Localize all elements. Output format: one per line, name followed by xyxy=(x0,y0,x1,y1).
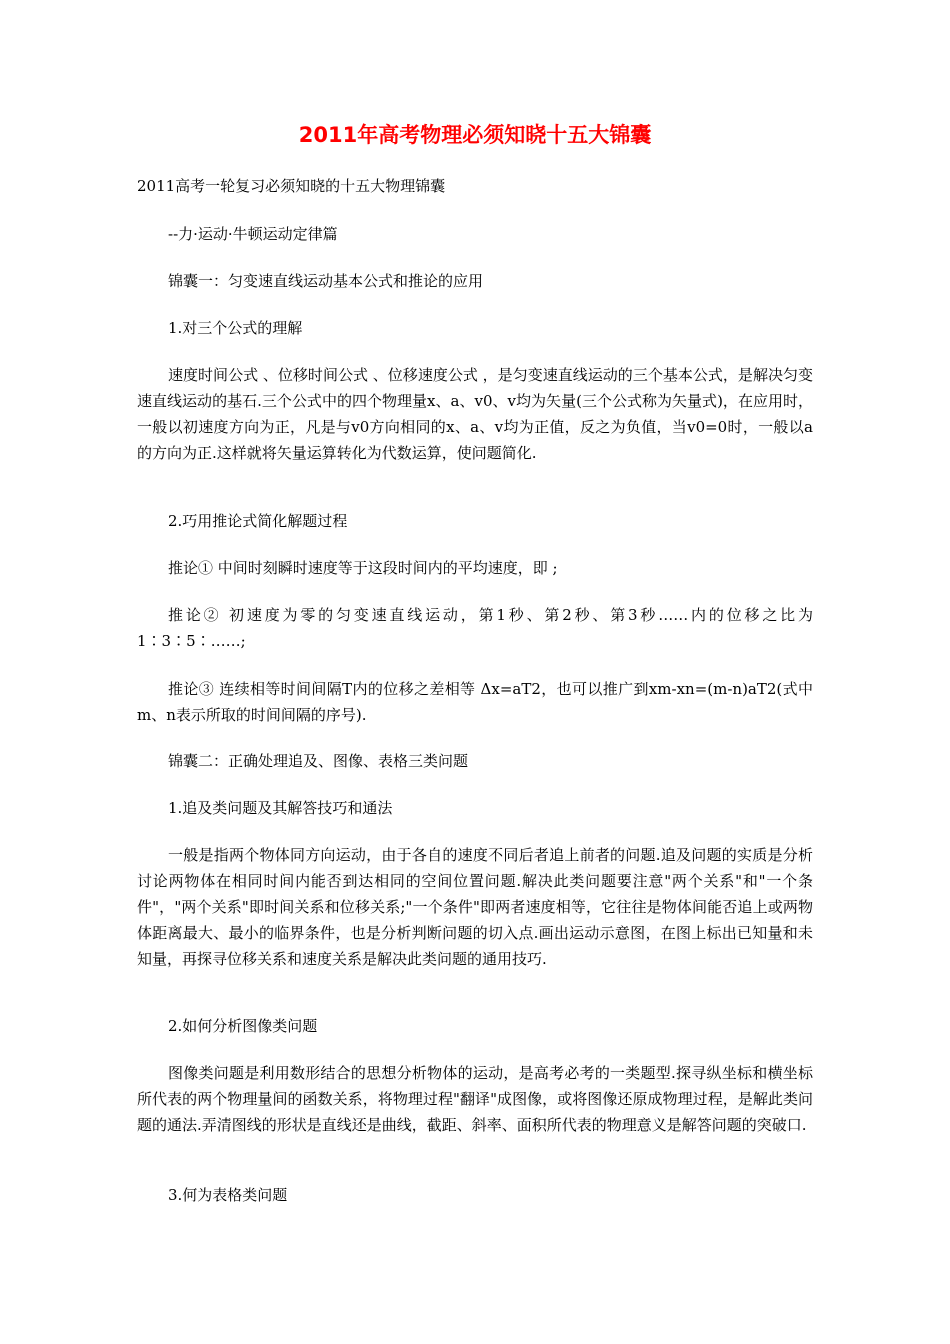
item-heading: 2.巧用推论式简化解题过程 xyxy=(168,512,348,530)
section-heading: 锦囊二：正确处理追及、图像、表格三类问题 xyxy=(168,752,469,770)
item-heading: 3.何为表格类问题 xyxy=(168,1186,288,1204)
item-heading: 1.对三个公式的理解 xyxy=(168,319,303,337)
section-subheading: --力·运动·牛顿运动定律篇 xyxy=(168,225,338,243)
body-paragraph: 推论③ 连续相等时间间隔T内的位移之差相等 Δx=aT2，也可以推广到xm-xn=(m-n)aT2(式中m、n表示所取的时间间隔的序号). xyxy=(137,680,813,724)
body-paragraph: 图像类问题是利用数形结合的思想分析物体的运动，是高考必考的一类题型.探寻纵坐标和横坐标所代表的两个物理量间的函数关系，将物理过程"翻译"成图像，或将图像还原成物理过程，是解此类问题的通法.弄清图线的形状是直线还是曲线，截距、斜率、面积所代表的物理意义是解答问题的突破口. xyxy=(137,1064,813,1134)
body-paragraph: 速度时间公式 、位移时间公式 、位移速度公式 ，是匀变速直线运动的三个基本公式，是解决匀变速直线运动的基石.三个公式中的四个物理量x、a、v0、v均为矢量(三个公式称为矢量式)，在应用时，一般以初速度方向为正，凡是与v0方向相同的x、a、v均为正值，反之为负值，当v0=0时，一般以a的方向为正.这样就将矢量运算转化为代数运算，使问题简化. xyxy=(137,366,813,462)
document-title: 2011年高考物理必须知晓十五大锦囊 xyxy=(298,123,652,147)
item-heading: 2.如何分析图像类问题 xyxy=(168,1017,318,1035)
section-heading: 锦囊一：匀变速直线运动基本公式和推论的应用 xyxy=(168,272,484,290)
body-paragraph: 推论② 初速度为零的匀变速直线运动，第1秒、第2秒、第3秒……内的位移之比为1∶3∶5∶……; xyxy=(137,606,813,650)
subtitle: 2011高考一轮复习必须知晓的十五大物理锦囊 xyxy=(137,177,446,195)
body-paragraph: 一般是指两个物体同方向运动，由于各自的速度不同后者追上前者的问题.追及问题的实质是分析讨论两物体在相同时间内能否到达相同的空间位置问题.解决此类问题要注意"两个关系"和"一个条件"，"两个关系"即时间关系和位移关系;"一个条件"即两者速度相等，它往往是物体间能否追上或两物体距离最大、最小的临界条件，也是分析判断问题的切入点.画出运动示意图，在图上标出已知量和未知量，再探寻位移关系和速度关系是解决此类问题的通用技巧. xyxy=(137,846,813,968)
body-paragraph: 推论① 中间时刻瞬时速度等于这段时间内的平均速度，即 ; xyxy=(168,559,558,577)
item-heading: 1.追及类问题及其解答技巧和通法 xyxy=(168,799,393,817)
